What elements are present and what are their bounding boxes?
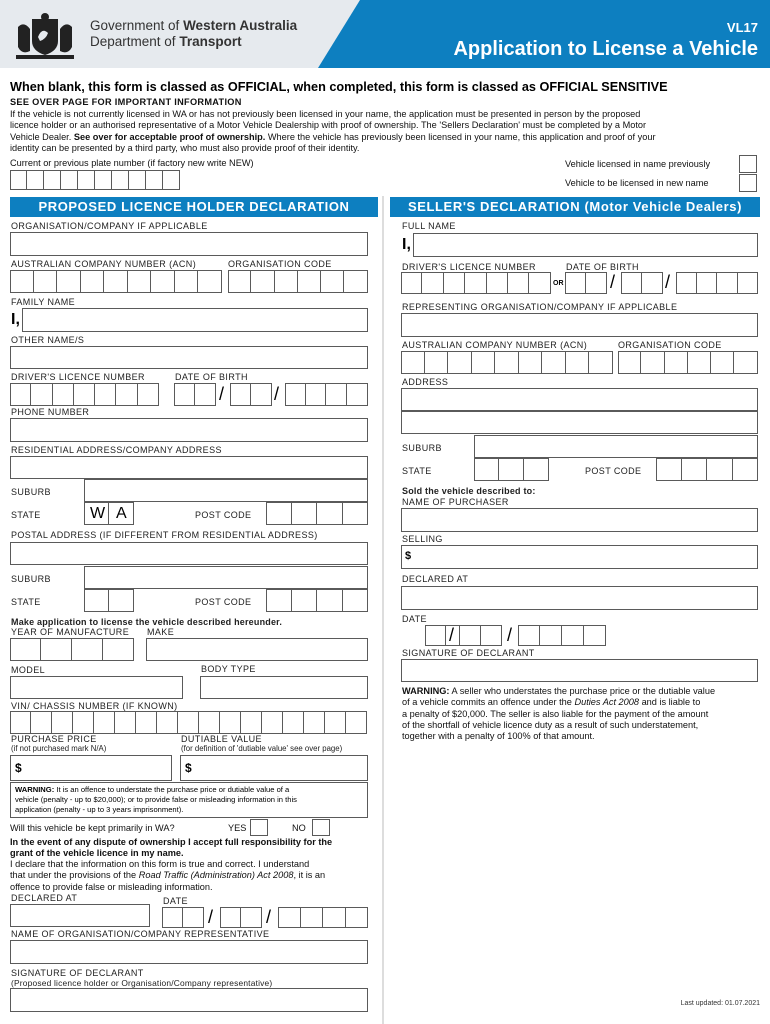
seller-declared-at-input[interactable] [401,586,758,610]
seller-warning-text-1: A seller who understates the purchase price or the dutiable value [451,686,716,696]
dob-month-input[interactable] [230,383,272,406]
agency-dept-text: Department of [90,34,176,49]
offence-warning-box [10,782,368,818]
seller-date-separator: / [507,625,513,645]
seller-date-separator: / [449,625,455,645]
seller-full-name-label: FULL NAME [402,221,456,231]
seller-warning-line-5: together with a penalty of 100% of that amount. [402,731,595,742]
intro-line-2: licence holder or an authorised representative of a Motor Vehicle Dealership with proof of ownership. The 'Sellers Declaration' must be completed by a Motor [10,120,647,131]
representing-input[interactable] [401,313,758,337]
dob-label: DATE OF BIRTH [175,372,248,382]
intro-line-3b: See over for acceptable proof of ownership. [73,131,266,142]
representative-name-input[interactable] [10,940,368,964]
seller-date-label: DATE [402,614,427,624]
body-type-input[interactable] [200,676,368,699]
warning-line-3: application (penalty - up to 3 years imprisonment). [15,805,184,814]
no-label: NO [292,823,306,833]
warning-bold: WARNING: [15,785,55,794]
residential-address-label: RESIDENTIAL ADDRESS/COMPANY ADDRESS [11,445,222,455]
seller-dob-month[interactable] [621,272,663,294]
signature-note: (Proposed licence holder or Organisation/Company representative) [11,978,273,988]
column-divider [382,196,384,1024]
seller-acn-label: AUSTRALIAN COMPANY NUMBER (ACN) [402,340,588,350]
dutiable-value-input[interactable] [180,755,368,781]
agency-gov-bold: Western Australia [183,18,298,33]
purchase-dollar-sign: $ [15,761,22,775]
seller-i-prefix: I, [402,236,411,253]
family-name-i-prefix: I, [11,311,20,328]
purchase-price-note: (if not purchased mark N/A) [11,744,107,753]
other-names-input[interactable] [10,346,368,369]
dutiable-value-note: (for definition of 'dutiable value' see over page) [181,744,343,753]
seller-date-year[interactable] [518,625,606,646]
sold-to-text: Sold the vehicle described to: [402,486,536,496]
seller-state-label: STATE [402,466,432,476]
declare-line-2 [10,870,325,881]
seller-dob-day[interactable] [565,272,607,294]
yes-label: YES [228,823,247,833]
declaration-date-month[interactable] [220,907,262,928]
state-a: A [116,505,127,522]
dutiable-dollar-sign: $ [185,761,192,775]
kept-in-wa-question: Will this vehicle be kept primarily in WA? [10,823,175,833]
vin-input[interactable] [10,711,367,734]
sellers-declaration-heading [390,197,760,217]
postal-post-code-input[interactable] [266,589,368,612]
licence-number-label: DRIVER'S LICENCE NUMBER [11,372,145,382]
signature-input[interactable] [10,988,368,1012]
suburb-input[interactable] [84,479,368,502]
seller-licence-input[interactable] [401,272,551,294]
intro-paragraph [10,109,762,154]
seller-full-name-input[interactable] [413,233,758,257]
seller-warning-text-2c: and is liable to [641,697,701,708]
dispute-line-1: In the event of any dispute of ownership I accept full responsibility for the [10,837,333,847]
residential-address-input[interactable] [10,456,368,479]
model-input[interactable] [10,676,183,699]
dispute-line-2: grant of the vehicle licence in my name. [10,848,184,859]
postal-address-input[interactable] [10,542,368,565]
representing-label: REPRESENTING ORGANISATION/COMPANY IF APPLICABLE [402,302,678,312]
licence-holder-heading: PROPOSED LICENCE HOLDER DECLARATION [10,197,378,217]
declaration-text [10,859,325,893]
seller-warning [402,686,715,742]
sellers-heading-rest: (Motor Vehicle Dealers) [584,199,743,214]
seller-dob-separator: / [610,272,616,292]
seller-warning-line-2 [402,697,715,708]
seller-warning-act: Duties Act 2008 [574,697,639,708]
family-name-label: FAMILY NAME [11,297,76,307]
yes-checkbox[interactable] [250,819,268,836]
seller-post-code-input[interactable] [656,458,758,481]
selling-price-input[interactable] [401,545,758,569]
make-label: MAKE [147,627,175,637]
selling-dollar-sign: $ [405,550,412,562]
purchase-price-label: PURCHASE PRICE [11,734,97,744]
declare-line-2c: , it is an [293,870,326,881]
declare-line-3: offence to provide false or misleading information. [10,881,213,892]
make-input[interactable] [146,638,368,661]
agency-name [90,18,297,50]
sellers-heading-bold: SELLER'S DECLARATION [407,199,581,214]
representative-name-label: NAME OF ORGANISATION/COMPANY REPRESENTATIVE [11,929,270,939]
declaration-date-day[interactable] [162,907,204,928]
date-separator: / [266,907,272,927]
org-label: ORGANISATION/COMPANY IF APPLICABLE [11,221,208,231]
form-code: VL17 [726,20,758,35]
seller-address-line-1[interactable] [401,388,758,411]
vin-label: VIN/ CHASSIS NUMBER (IF KNOWN) [11,701,178,711]
agency-gov-text: Government of [90,18,180,33]
classification-banner: When blank, this form is classed as OFFICIAL, when completed, this form is classed as OFFICIAL SENSITIVE [10,80,668,94]
model-label: MODEL [11,665,46,675]
org-code-label: ORGANISATION CODE [228,259,332,269]
other-names-label: OTHER NAME/S [11,335,85,345]
state-label: STATE [11,510,41,520]
dob-year-input[interactable] [285,383,368,406]
intro-line-1: If the vehicle is not currently licensed in WA or has not previously been licensed in your name, the application must be presented in person by the proposed [10,109,641,119]
seller-warning-line-3: a penalty of $20,000. The seller is also liable for the payment of the amount [402,708,709,719]
declaration-date-label: DATE [163,896,188,906]
body-type-label: BODY TYPE [201,664,256,674]
seller-suburb-input[interactable] [474,435,758,458]
phone-input[interactable] [10,418,368,442]
declare-line-1: I declare that the information on this form is true and correct. I understand [10,859,310,869]
seller-signature-input[interactable] [401,659,758,682]
no-checkbox[interactable] [312,819,330,836]
licensed-new-label: Vehicle to be licensed in new name [565,178,709,188]
form-title: Application to License a Vehicle [453,38,758,60]
declaration-date-year[interactable] [278,907,368,928]
org-code-input[interactable] [228,270,368,293]
seller-post-code-label: POST CODE [585,466,642,476]
seller-org-code-input[interactable] [618,351,758,374]
seller-warning-bold: WARNING: [402,686,450,696]
plate-number-input[interactable] [10,170,180,190]
seller-date-month[interactable] [459,625,502,646]
seller-dob-separator: / [665,272,671,292]
intro-line-4: identity can be presented by a third party, who must also provide proof of their identity. [10,142,360,153]
postal-suburb-label: SUBURB [11,574,51,584]
seller-declared-at-label: DECLARED AT [402,574,469,584]
seller-address-label: ADDRESS [402,377,449,387]
postal-state-input[interactable] [84,589,134,612]
seller-dob-year[interactable] [676,272,758,294]
seller-warning-text-2a: of a vehicle commits an offence under the [402,697,572,708]
purchaser-name-label: NAME OF PURCHASER [402,497,509,507]
dob-separator: / [274,384,280,404]
plate-number-label: Current or previous plate number (if factory new write NEW) [10,158,254,168]
seller-signature-label: SIGNATURE OF DECLARANT [402,648,535,658]
warning-line-1: It is an offence to understate the purchase price or dutiable value of a [56,785,290,794]
year-input[interactable] [10,638,134,661]
year-label: YEAR OF MANUFACTURE [11,627,130,637]
acn-label: AUSTRALIAN COMPANY NUMBER (ACN) [11,259,197,269]
post-code-label: POST CODE [195,510,252,520]
seller-org-code-label: ORGANISATION CODE [618,340,722,350]
postal-state-label: STATE [11,597,41,607]
seller-or-label: OR [553,280,564,287]
dutiable-value-label: DUTIABLE VALUE [181,734,262,744]
seller-acn-input[interactable] [401,351,613,374]
see-over-heading: SEE OVER PAGE FOR IMPORTANT INFORMATION [10,97,242,107]
declared-at-input[interactable] [10,904,150,927]
date-separator: / [208,907,214,927]
licensed-previously-label: Vehicle licensed in name previously [565,159,711,169]
purchase-price-input[interactable] [10,755,172,781]
selling-label: SELLING [402,534,443,544]
family-name-input[interactable] [22,308,368,332]
state-w: W [90,505,106,522]
seller-address-line-2[interactable] [401,411,758,434]
seller-warning-line-1 [402,686,715,697]
intro-line-3a: Vehicle Dealer. [10,131,72,142]
post-code-input[interactable] [266,502,368,525]
seller-warning-line-4: of the shortfall of vehicle licence duty as a result of such understatement, [402,719,699,730]
licensed-new-checkbox[interactable] [739,174,757,192]
declare-act-name: Road Traffic (Administration) Act 2008 [138,870,294,881]
seller-suburb-label: SUBURB [402,443,442,453]
intro-line-3c: Where the vehicle has previously been licensed in your name, this application and proof of your [267,131,656,142]
suburb-label: SUBURB [11,487,51,497]
make-application-text: Make application to license the vehicle described hereunder. [11,617,283,627]
org-input[interactable] [10,232,368,256]
licence-number-input[interactable] [10,383,159,406]
seller-state-input[interactable] [474,458,549,481]
postal-post-code-label: POST CODE [195,597,252,607]
phone-label: PHONE NUMBER [11,407,90,417]
dob-separator: / [219,384,225,404]
dob-day-input[interactable] [174,383,216,406]
agency-dept-bold: Transport [179,34,242,49]
postal-address-label: POSTAL ADDRESS (IF DIFFERENT FROM RESIDENTIAL ADDRESS) [11,530,318,540]
ownership-dispute-text [10,837,332,860]
licensed-previously-checkbox[interactable] [739,155,757,173]
declared-at-label: DECLARED AT [11,893,78,903]
signature-label: SIGNATURE OF DECLARANT [11,968,144,978]
seller-dob-label: DATE OF BIRTH [566,262,639,272]
acn-input[interactable] [10,270,222,293]
warning-line-2: vehicle (penalty - up to $20,000); or to provide false or misleading information in this [15,795,297,804]
postal-suburb-input[interactable] [84,566,368,589]
intro-line-3 [10,132,762,143]
seller-licence-label: DRIVER'S LICENCE NUMBER [402,262,536,272]
wa-coat-of-arms-icon [10,11,80,63]
last-updated: Last updated: 01.07.2021 [680,1000,760,1007]
declare-line-2a: that under the provisions of the [10,870,137,881]
purchaser-name-input[interactable] [401,508,758,532]
